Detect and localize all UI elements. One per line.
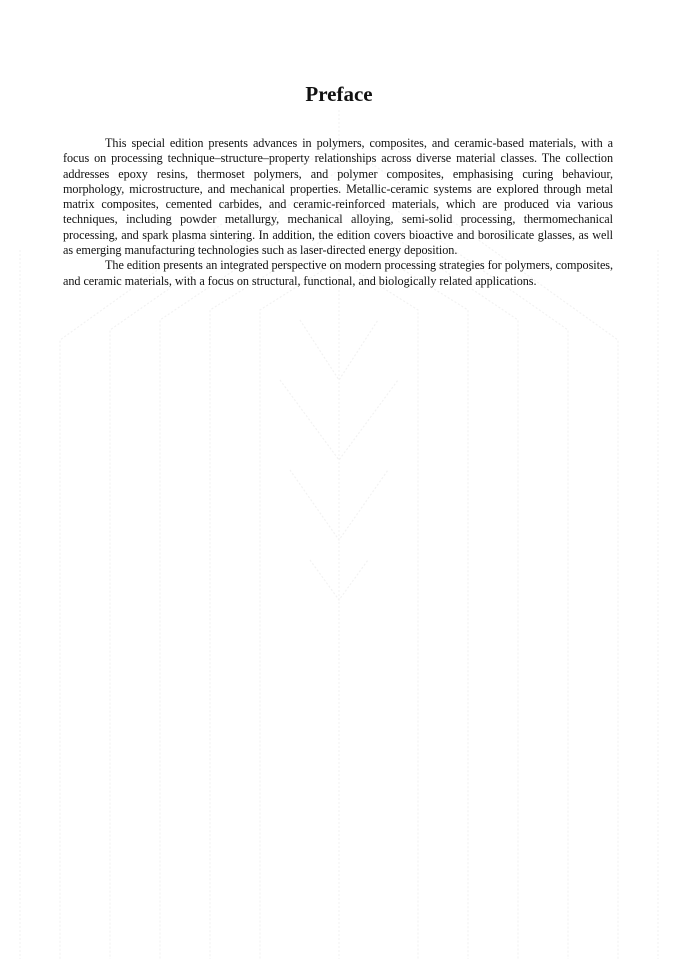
page-title: Preface (305, 82, 373, 106)
paragraph: The edition presents an integrated perspective on modern processing strategies for polymers, composites, and ceramic materials, with a focus on structural, functional, and biologically related applications. (63, 258, 613, 288)
paragraph: This special edition presents advances in polymers, composites, and ceramic-based materials, with a focus on processing technique–structure–property relationships across diverse material classes. The collection addresses epoxy resins, thermoset polymers, and polymer composites, emphasising curing behaviour, morphology, microstructure, and mechanical properties. Metallic-ceramic systems are explored through metal matrix composites, cemented carbides, and ceramic-reinforced materials, which are produced via various techniques, including powder metallurgy, mechanical alloying, semi-solid processing, thermomechanical processing, and spark plasma sintering. In addition, the edition covers bioactive and borosilicate glasses, as well as emerging manufacturing technologies such as laser-directed energy deposition. (63, 136, 613, 258)
preface-body (63, 136, 613, 289)
